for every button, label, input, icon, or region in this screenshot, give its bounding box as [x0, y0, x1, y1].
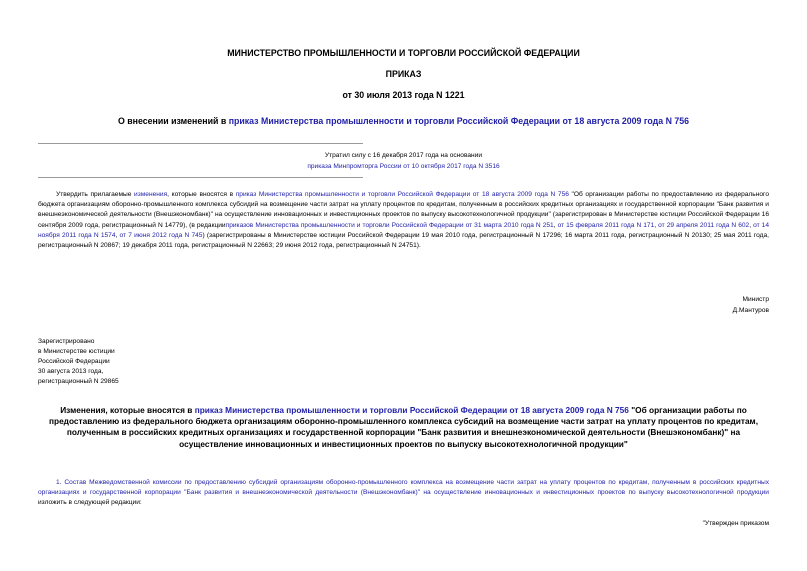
doc-title-prefix: О внесении изменений в — [117, 116, 229, 126]
changes-link[interactable]: изменения — [134, 191, 168, 198]
item-1-rest: изложить в следующей редакции: — [38, 499, 142, 507]
order-745-link[interactable]: от 7 июня 2012 года N 745 — [119, 231, 203, 239]
registration-line-5: регистрационный N 29865 — [38, 378, 119, 385]
text: , — [749, 221, 754, 229]
text: , — [553, 221, 558, 229]
text: , — [115, 231, 120, 239]
status-line-2-link[interactable]: приказа Минпромторга России от 10 октября 2017 года N 3516 — [307, 163, 500, 170]
status-line-1: Утратил силу с 16 декабря 2017 года на основании — [324, 152, 483, 159]
signature-name: Д.Мантуров — [732, 307, 769, 314]
doc-title-link[interactable]: приказ Министерства промышленности и торговли Российской Федерации от 18 августа 2009 года N 756 — [228, 116, 690, 126]
status-top-divider — [38, 143, 363, 144]
registration-line-3: Российской Федерации — [38, 358, 110, 365]
changes-title — [38, 405, 769, 450]
order-1574-link[interactable]: от 14 ноября 2011 года N 1574 — [38, 221, 769, 239]
ministry-heading: МИНИСТЕРСТВО ПРОМЫШЛЕННОСТИ И ТОРГОВЛИ РОССИЙСКОЙ ФЕДЕРАЦИИ — [227, 48, 580, 58]
order-251-link[interactable]: приказов Министерства промышленности и торговли Российской Федерации от 31 марта 2010 года N 251 — [225, 221, 554, 229]
order-756-link[interactable]: приказ Министерства промышленности и торговли Российской Федерации от 18 августа 2009 года N 756 — [235, 191, 569, 198]
text: , которые вносятся в — [167, 191, 236, 198]
item-1-link[interactable]: 1. Состав Межведомственной комиссии по предоставлению субсидий организациям оборонно-промышленного комплекса на возмещение части затрат на уплату процентов по кредитам, полученным в российских кредитных организациях и государственной корпорации "Банк развития и внешнеэкономической деятельности (Внешэкономбанк)" на осуществление инновационных и инвестиционных проектов по выпуску высокотехнологичной продукции — [38, 479, 769, 497]
doc-type-heading: ПРИКАЗ — [385, 69, 422, 79]
registration-line-2: в Министерстве юстиции — [38, 348, 115, 355]
approved-by: "Утвержден приказом — [702, 520, 769, 527]
order-171-link[interactable]: от 15 февраля 2011 года N 171 — [557, 221, 655, 229]
doc-title — [0, 116, 807, 126]
registration-line-4: 30 августа 2013 года, — [38, 368, 104, 375]
doc-date-number: от 30 июля 2013 года N 1221 — [342, 90, 465, 100]
text: Утвердить прилагаемые — [56, 191, 135, 198]
main-paragraph — [38, 190, 769, 251]
status-bottom-divider — [38, 177, 363, 178]
changes-title-prefix: Изменения, которые вносятся в — [60, 405, 195, 415]
text: , — [654, 221, 659, 229]
item-1-paragraph — [38, 478, 769, 509]
changes-title-rest: "Об организации работы по предоставлению из федерального бюджета организациям оборонно-промышленного комплекса субсидий на возмещение части затрат на уплату процентов по кредитам, полученным в российских кредитных организациях и государственной корпорации "Банк развития и внешнеэкономической деятельности (Внешэкономбанк)" на осуществление инновационных и инвестиционных проектов по выпуску высокотехнологичной продукции" — [48, 405, 758, 449]
text: "Об организации работы по предоставлению из федерального бюджета организациям оборонно-промышленного комплекса субсидий на возмещение части затрат на уплату процентов по кредитам, полученным в российских кредитных организациях и государственной корпорации "Банк развития и внешнеэкономической деятельности (Внешэкономбанк)" на осуществление инновационных и инвестиционных проектов по выпуску высокотехнологичной продукции" (зарегистрирован в Министерстве юстиции Российской Федерации 16 сентября 2009 года, регистрационный N 14779), (в редакции — [38, 191, 769, 229]
registration-line-1: Зарегистрировано — [38, 338, 95, 345]
text: ) (зарегистрированы в Министерстве юстиции Российской Федерации 19 мая 2010 года, регистрационный N 17296; 16 марта 2011 года, регистрационный N 20130; 25 мая 2011 года, регистрационный N 20867; 19 декабря 2011 года, регистрационный N 22663; 29 июня 2012 года, регистрационный N 24751). — [38, 231, 769, 250]
signature-position: Министр — [742, 296, 769, 303]
changes-title-link[interactable]: приказ Министерства промышленности и торговли Российской Федерации от 18 августа 2009 года N 756 — [194, 405, 629, 415]
order-602-link[interactable]: от 29 апреля 2011 года N 602 — [658, 221, 750, 229]
